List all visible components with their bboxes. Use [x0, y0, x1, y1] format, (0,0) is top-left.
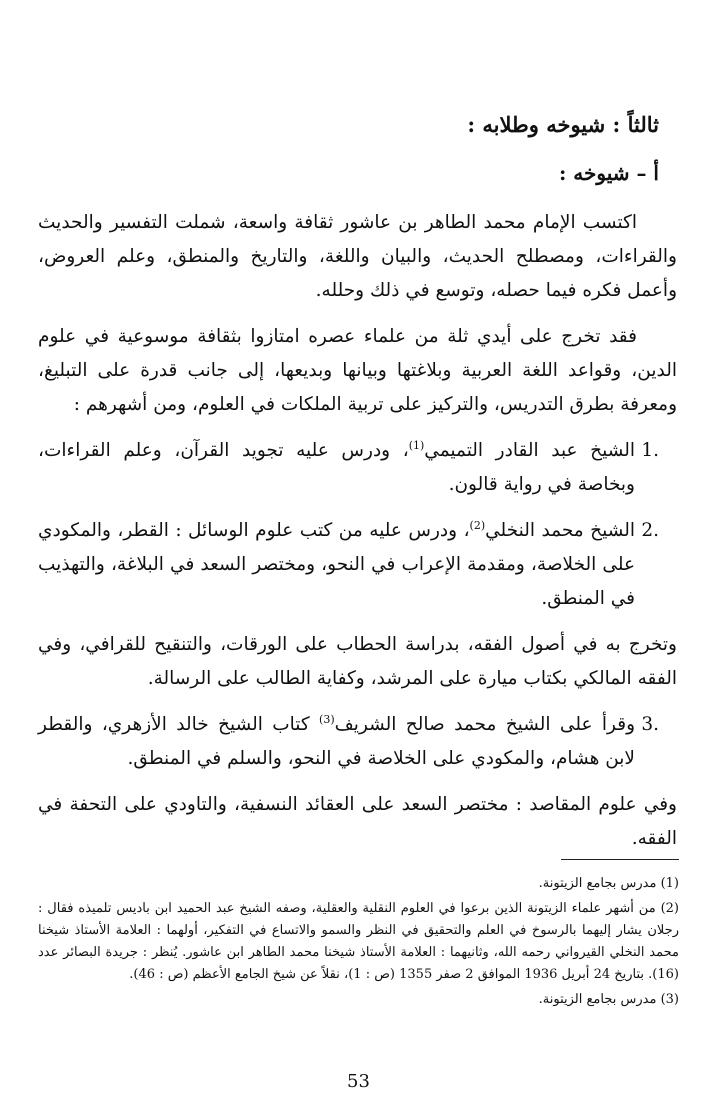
teacher-name: الشيخ عبد القادر التميمي — [424, 440, 635, 461]
footnote-text: مدرس بجامع الزيتونة. — [538, 876, 657, 891]
paragraph-teachers: فقد تخرج على أيدي ثلة من علماء عصره امتازوا بثقافة موسوعية في علوم الدين، وقواعد اللغة العربية وبلاغتها وبيانها وبديعها، إلى جانب قدرة على التبليغ، ومعرفة بطرق التدريس، والتركيز على تربية الملكات في العلوم، ومن أشهرهم : — [38, 326, 677, 415]
subsection-title: أ – شيوخه : — [558, 161, 659, 185]
teacher-name: الشيخ محمد النخلي — [485, 520, 635, 541]
list-number: 2. — [641, 520, 659, 541]
footnote-ref[interactable]: (3) — [319, 712, 335, 726]
footnote-number: (1) — [660, 876, 679, 891]
footnotes — [38, 873, 679, 1014]
paragraph-usul: وتخرج به في أصول الفقه، بدراسة الحطاب على الورقات، والتنقيح للقرافي، وفي الفقه المالكي بكتاب ميارة على المرشد، وكفاية الطالب على الرسالة. — [38, 634, 677, 689]
footnote-text: من أشهر علماء الزيتونة الذين برعوا في العلوم النقلية والعقلية، وصفه الشيخ عبد الحميد ابن باديس تلميذه فقال : رجلان يشار إليهما بالرسوخ في العلم والتحقيق في النظر والسمو والاتساع في التفكير، أولهما : العلامة الأستاذ شيخنا محمد النخلي القيرواني رحمه الله، وثانيهما : العلامة الأستاذ شيخنا محمد الطاهر ابن عاشور. يُنظر : جريدة البصائر عدد (16). بتاريخ 24 أبريل 1936 الموافق 2 صفر 1355 (ص : 1)، نقلاً عن شيخ الجامع الأعظم (ص : 46). — [38, 901, 679, 982]
page-number: 53 — [347, 1071, 370, 1092]
list-number: 1. — [641, 440, 659, 461]
list-number: 3. — [641, 714, 659, 735]
footnote-2 — [38, 898, 679, 986]
footnote-text: مدرس بجامع الزيتونة. — [538, 992, 657, 1007]
list-item-teacher-2 — [38, 514, 677, 616]
footnote-separator — [561, 859, 679, 860]
footnote-3 — [38, 989, 679, 1011]
section-title: ثالثاً : شيوخه وطلابه : — [467, 112, 659, 137]
teacher-description: كتاب الشيخ خالد الأزهري، والقطر لابن هشام، والمكودي على الخلاصة في النحو، والسلم في المنطق. — [38, 714, 635, 769]
footnote-number: (2) — [660, 901, 679, 916]
footnote-1 — [38, 873, 679, 895]
paragraph-maqasid: وفي علوم المقاصد : مختصر السعد على العقائد النسفية، والتاودي على التحفة في الفقه. — [38, 794, 677, 849]
footnote-number: (3) — [660, 992, 679, 1007]
teacher-description: ، ودرس عليه من كتب علوم الوسائل : القطر، والمكودي على الخلاصة، ومقدمة الإعراب في النحو، ومختصر السعد في البلاغة، والتهذيب في المنطق. — [38, 520, 635, 609]
paragraph-intro: اكتسب الإمام محمد الطاهر بن عاشور ثقافة واسعة، شملت التفسير والحديث والقراءات، ومصطلح الحديث، والبيان واللغة، والتاريخ والمنطق، وعلم العروض، وأعمل فكره فيما حصله، وتوسع في ذلك وحلله. — [38, 212, 677, 301]
teacher-name: وقرأ على الشيخ محمد صالح الشريف — [334, 714, 636, 735]
list-item-teacher-3 — [38, 708, 677, 776]
footnote-ref[interactable]: (1) — [408, 438, 425, 452]
teacher-description: ، ودرس عليه تجويد القرآن، وعلم القراءات، وبخاصة في رواية قالون. — [38, 440, 635, 495]
list-item-teacher-1 — [38, 434, 677, 502]
footnote-ref[interactable]: (2) — [469, 518, 486, 532]
